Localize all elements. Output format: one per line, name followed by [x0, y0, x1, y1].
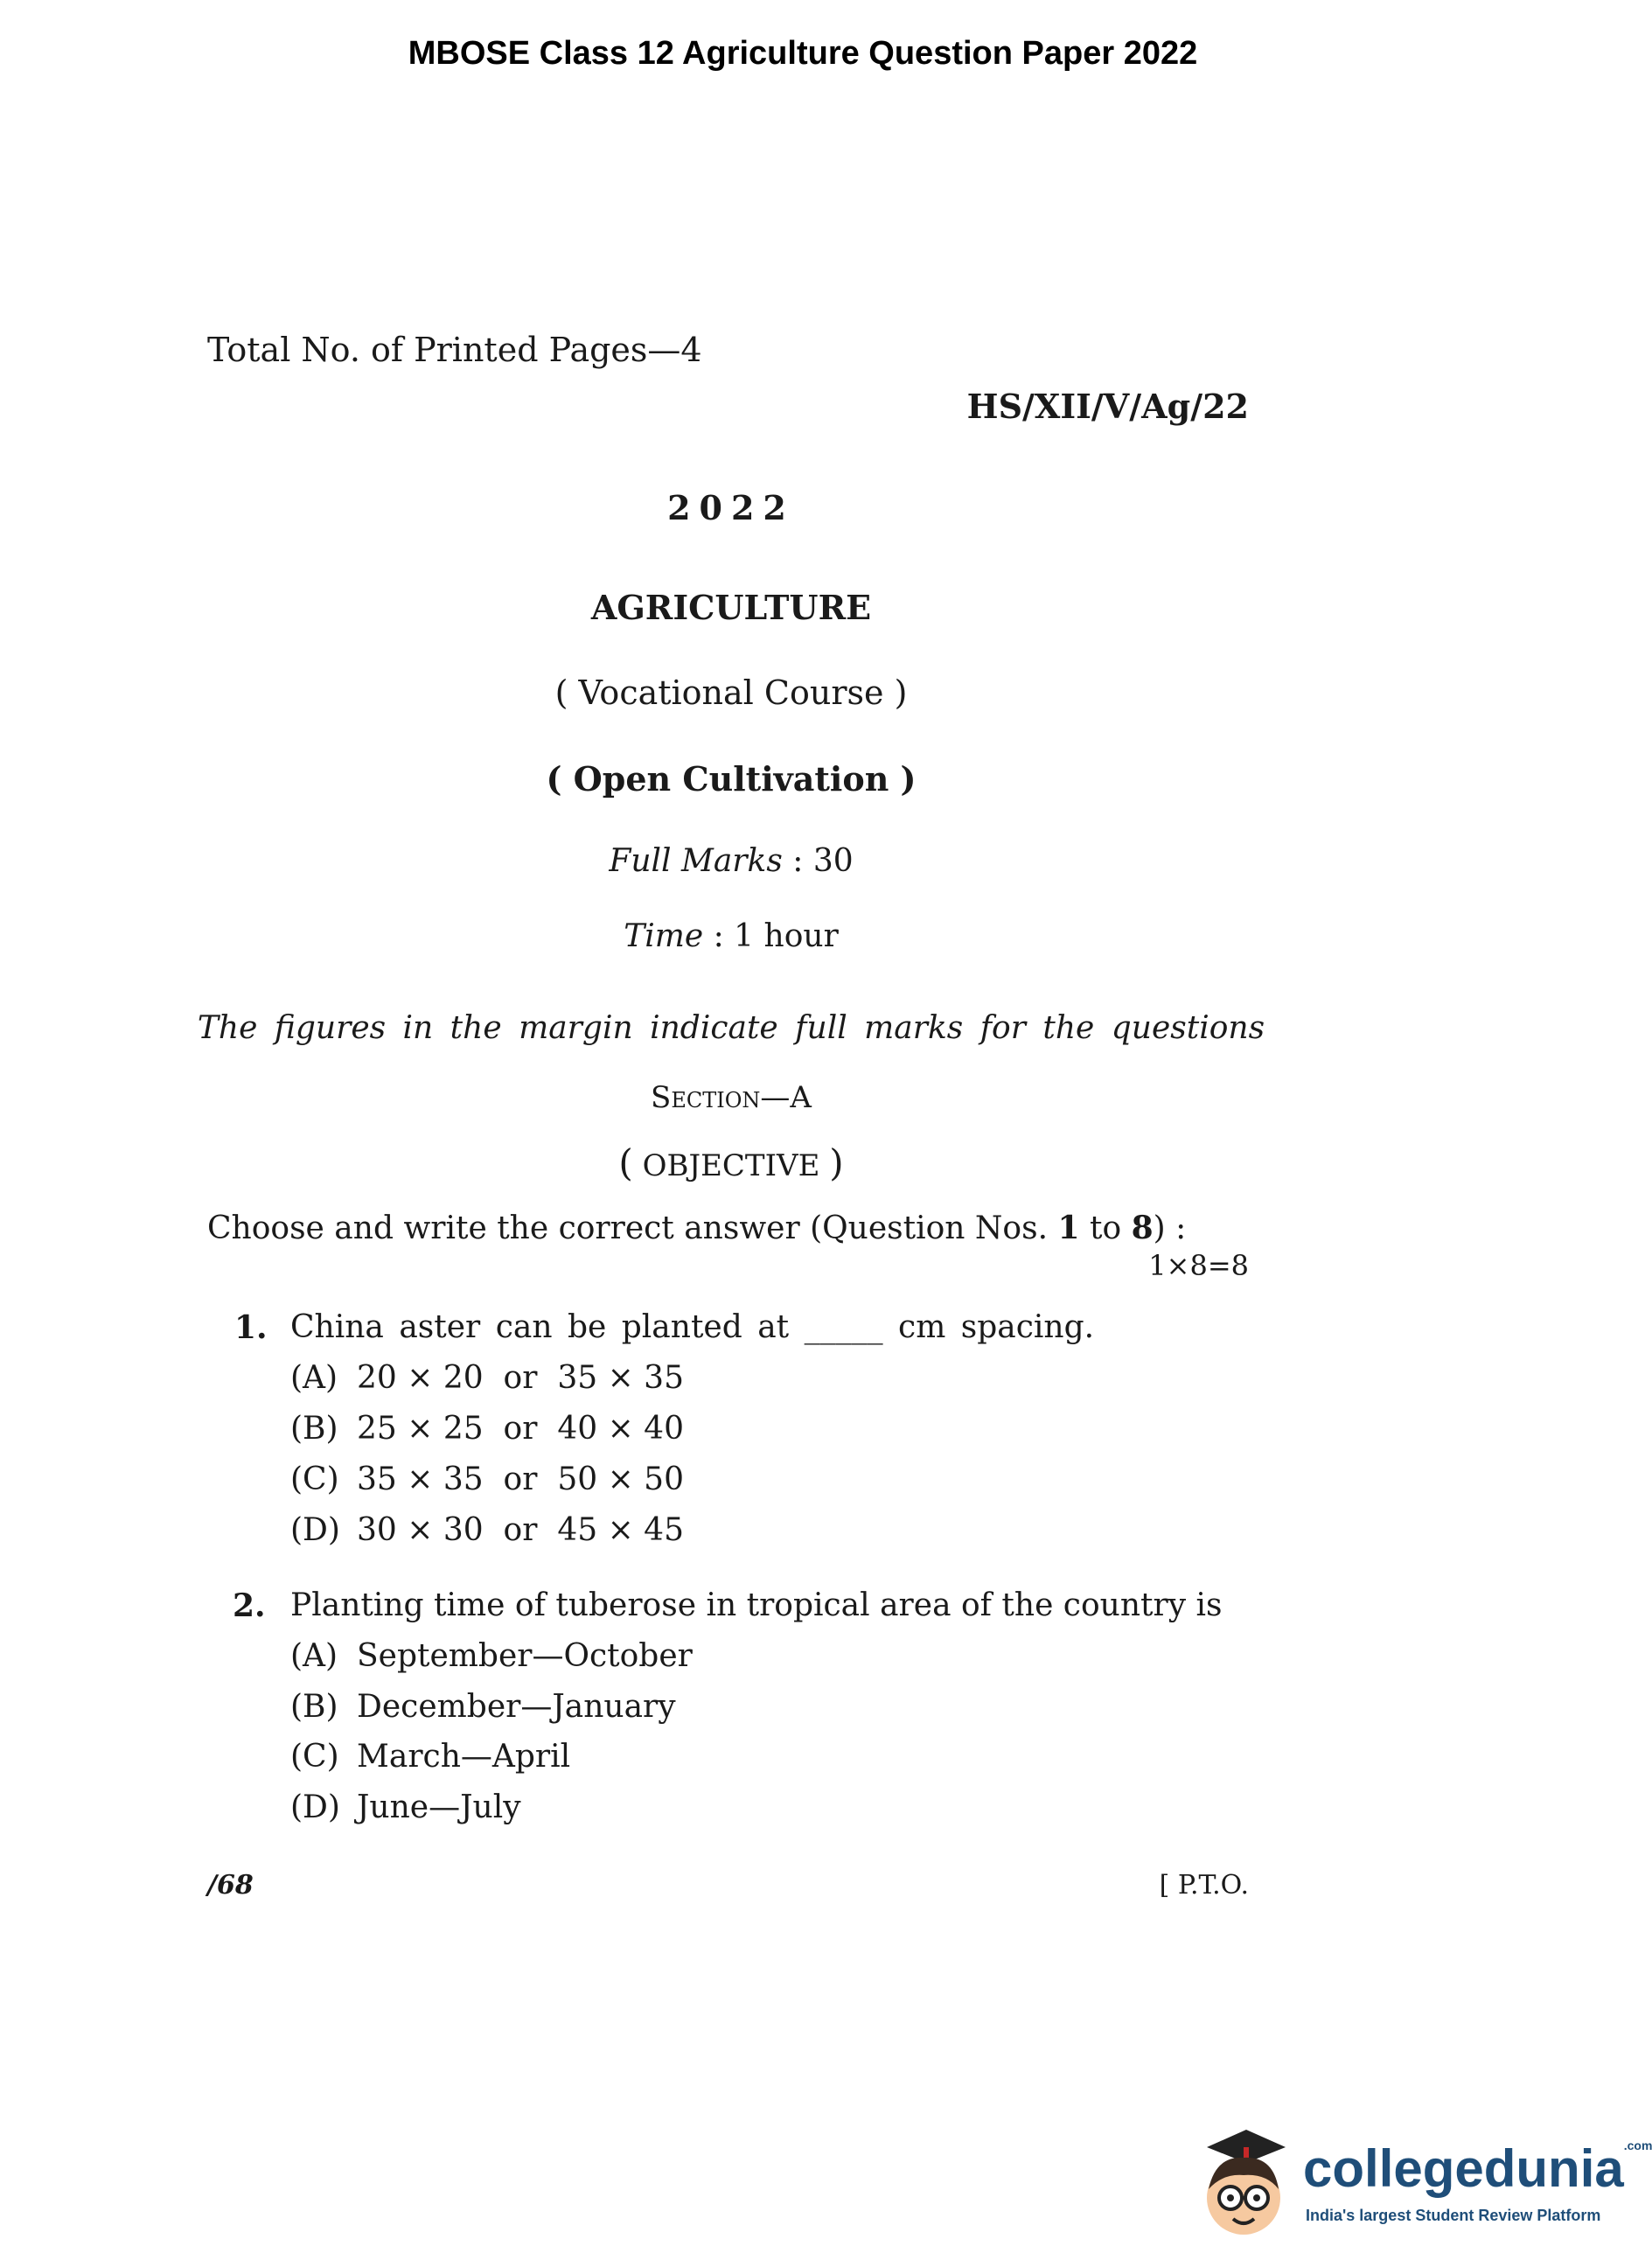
collegedunia-logo [1189, 2121, 1652, 2252]
full-marks-label: Full Marks [609, 843, 783, 879]
pto-note: [ P.T.O. [1159, 1870, 1249, 1901]
option: (B) 25 × 25 or 40 × 40 [290, 1411, 684, 1447]
question-1 [234, 1309, 268, 1346]
marks-scheme: 1×8=8 [1148, 1249, 1249, 1282]
full-marks [0, 843, 1462, 879]
option: (C) 35 × 35 or 50 × 50 [290, 1461, 684, 1497]
printed-pages: Total No. of Printed Pages—4 [207, 331, 702, 369]
question-text: China aster can be planted at _____ cm spacing. [290, 1309, 1095, 1345]
paper-code: HS/XII/V/Ag/22 [966, 387, 1249, 426]
option: (D) June—July [290, 1789, 521, 1825]
course-name: ( Vocational Course ) [554, 673, 908, 712]
logo-wordmark: collegedunia$^{.com}$ [1303, 2138, 1652, 2198]
question-2 [233, 1587, 266, 1624]
page-code: /68 [207, 1870, 254, 1901]
logo-tagline: India's largest Student Review Platform [1306, 2207, 1601, 2224]
section-title: Section—A [651, 1080, 812, 1115]
exam-year: 2022 [667, 488, 795, 527]
time-value: : 1 hour [713, 918, 839, 954]
question-number: 1. [234, 1309, 268, 1346]
section-type: ( OBJECTIVE ) [618, 1141, 844, 1184]
student-mascot-icon [1189, 2121, 1299, 2252]
full-marks-value: : 30 [792, 843, 854, 879]
subject-title: AGRICULTURE [590, 588, 872, 627]
option: (A) September—October [290, 1638, 693, 1674]
document-title: MBOSE Class 12 Agriculture Question Paper 2022 [408, 35, 1198, 72]
time-label: Time [624, 918, 704, 954]
option: (D) 30 × 30 or 45 × 45 [290, 1512, 684, 1548]
section-type-label: OBJECTIVE [642, 1148, 820, 1183]
paper-name: ( Open Cultivation ) [546, 759, 917, 799]
general-instruction: The figures in the margin indicate full marks for the questions [197, 1010, 1265, 1046]
question-text: Planting time of tuberose in tropical area of the country is [290, 1587, 1223, 1623]
question-number: 2. [233, 1587, 266, 1624]
option: (A) 20 × 20 or 35 × 35 [290, 1360, 684, 1396]
option: (B) December—January [290, 1689, 676, 1725]
section-instruction: Choose and write the correct answer (Question Nos. 1 to 8) : [207, 1210, 1187, 1246]
time-allowed [0, 918, 1462, 954]
option: (C) March—April [290, 1739, 571, 1775]
